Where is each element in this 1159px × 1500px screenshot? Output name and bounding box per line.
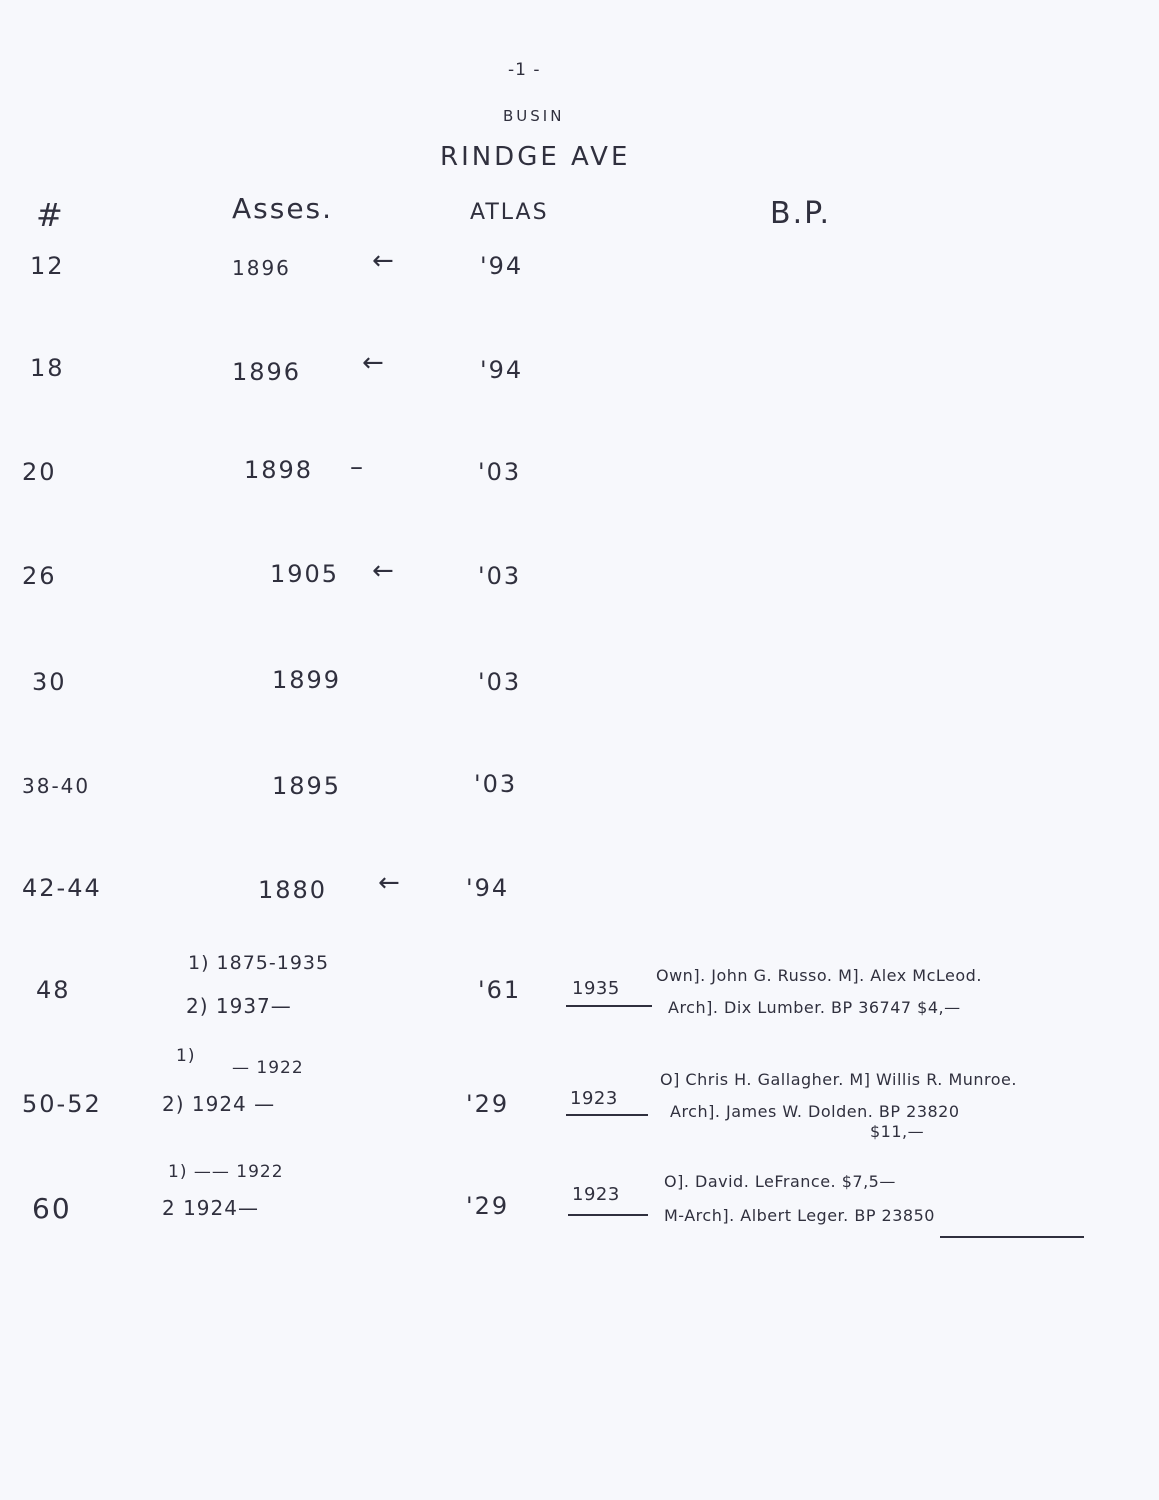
row-number: 20 bbox=[22, 458, 57, 486]
page-subtitle: BUSIN bbox=[503, 107, 565, 125]
bp-year: 1923 bbox=[570, 1088, 618, 1109]
row-atlas: '29 bbox=[466, 1192, 510, 1220]
row-assess: 1896 bbox=[232, 256, 291, 280]
row-assess: 1898 bbox=[244, 456, 314, 484]
row-atlas: '03 bbox=[474, 770, 518, 798]
row-atlas: '03 bbox=[478, 668, 522, 696]
underline bbox=[940, 1236, 1084, 1238]
underline bbox=[566, 1114, 648, 1116]
row-atlas: '94 bbox=[480, 356, 524, 384]
row-assess-first: 1) 1875-1935 bbox=[188, 952, 330, 974]
bp-line: O] Chris H. Gallagher. M] Willis R. Munroe. bbox=[660, 1070, 1017, 1089]
row-assess: 1880 bbox=[258, 876, 328, 904]
row-assess: 1895 bbox=[272, 772, 342, 800]
row-assess-second: 2) 1937— bbox=[186, 994, 292, 1018]
row-number: 38-40 bbox=[22, 774, 91, 798]
street-title: RINDGE AVE bbox=[440, 142, 631, 172]
row-assess: 1899 bbox=[272, 666, 342, 694]
bp-line: Arch]. Dix Lumber. BP 36747 $4,— bbox=[668, 998, 961, 1017]
row-assess-first-year: — 1922 bbox=[232, 1058, 304, 1078]
row-atlas: '29 bbox=[466, 1090, 510, 1118]
page-number: -1 - bbox=[508, 60, 541, 80]
row-number: 12 bbox=[30, 252, 65, 280]
row-atlas: '03 bbox=[478, 458, 522, 486]
left-arrow-icon: ← bbox=[372, 246, 394, 276]
row-assess: 1905 bbox=[270, 560, 340, 588]
bp-line: M-Arch]. Albert Leger. BP 23850 bbox=[664, 1206, 935, 1225]
left-arrow-icon: ← bbox=[362, 348, 384, 378]
bp-line: O]. David. LeFrance. $7,5— bbox=[664, 1172, 896, 1191]
row-number: 50-52 bbox=[22, 1090, 102, 1118]
row-assess-second: 2) 1924 — bbox=[162, 1092, 276, 1116]
row-atlas: '61 bbox=[478, 976, 522, 1004]
row-number: 30 bbox=[32, 668, 67, 696]
row-atlas: '94 bbox=[480, 252, 524, 280]
row-number: 48 bbox=[36, 976, 71, 1004]
bp-line: Arch]. James W. Dolden. BP 23820 bbox=[670, 1102, 960, 1121]
underline bbox=[566, 1005, 652, 1007]
bp-fee: $11,— bbox=[870, 1122, 925, 1141]
header-bp: B.P. bbox=[770, 196, 832, 231]
left-arrow-icon: ← bbox=[378, 868, 400, 898]
row-assess-first: 1) bbox=[176, 1046, 196, 1066]
left-arrow-icon: ← bbox=[372, 556, 394, 586]
row-atlas: '94 bbox=[466, 874, 510, 902]
row-assess: 1896 bbox=[232, 358, 302, 386]
row-number: 42-44 bbox=[22, 874, 102, 902]
dash-mark-icon: – bbox=[350, 452, 363, 482]
bp-year: 1935 bbox=[572, 978, 620, 999]
row-number: 18 bbox=[30, 354, 65, 382]
header-atlas: ATLAS bbox=[470, 200, 549, 225]
row-atlas: '03 bbox=[478, 562, 522, 590]
row-assess-second: 2 1924— bbox=[162, 1196, 259, 1220]
header-number: # bbox=[36, 196, 65, 234]
row-assess-first: 1) —— 1922 bbox=[168, 1162, 284, 1182]
row-number: 26 bbox=[22, 562, 57, 590]
row-number: 60 bbox=[32, 1192, 72, 1225]
bp-line: Own]. John G. Russo. M]. Alex McLeod. bbox=[656, 966, 982, 985]
bp-year: 1923 bbox=[572, 1184, 620, 1205]
header-assess: Asses. bbox=[232, 192, 334, 225]
underline bbox=[568, 1214, 648, 1216]
